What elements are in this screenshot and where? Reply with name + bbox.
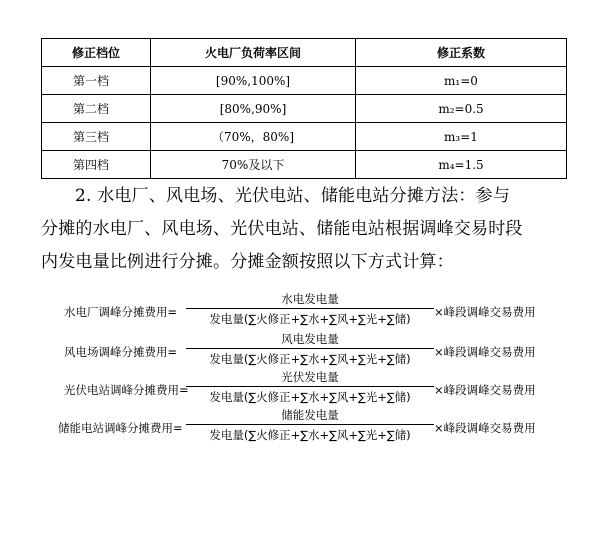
paragraph-line-text: 2. 水电厂、风电场、光伏电站、储能电站分摊方法：参与 (75, 186, 511, 206)
paragraph-line: 分摊的水电厂、风电场、光伏电站、储能电站根据调峰交易时段 (41, 219, 523, 239)
formula-wind (0, 332, 594, 372)
header-load-range: 火电厂负荷率区间 (151, 39, 356, 67)
formula-numerator: 储能发电量 (281, 408, 339, 422)
formula-denominator: 发电量(∑火修正+∑水+∑风+∑光+∑储) (209, 390, 411, 404)
formula-numerator: 光伏发电量 (281, 370, 339, 384)
table-row (42, 67, 567, 95)
fraction-bar (186, 386, 434, 387)
formula-fraction (186, 292, 434, 327)
coefficient-cell: m₃=1 (356, 123, 567, 151)
level-cell: 第二档 (42, 95, 151, 123)
formula-fraction (186, 332, 434, 367)
table-row (42, 95, 567, 123)
coefficient-cell: m₁=0 (356, 67, 567, 95)
formula-numerator: 水电发电量 (281, 292, 339, 306)
formula-rhs: ×峰段调峰交易费用 (434, 421, 536, 435)
range-cell: 70%及以下 (151, 151, 356, 179)
formula-rhs: ×峰段调峰交易费用 (434, 345, 536, 359)
level-cell: 第三档 (42, 123, 151, 151)
formula-lhs: 水电厂调峰分摊费用= (64, 305, 178, 319)
paragraph-line (41, 180, 571, 213)
correction-coefficient-table (41, 38, 567, 179)
range-cell: （70%，80%] (151, 123, 356, 151)
range-cell: [80%,90%] (151, 95, 356, 123)
fraction-bar (186, 424, 434, 425)
formula-rhs: ×峰段调峰交易费用 (434, 305, 536, 319)
formula-solar (0, 370, 594, 410)
table-row (42, 123, 567, 151)
level-cell: 第一档 (42, 67, 151, 95)
allocation-method-paragraph (41, 180, 571, 279)
formula-storage (0, 408, 594, 448)
range-cell: [90%,100%] (151, 67, 356, 95)
header-level: 修正档位 (42, 39, 151, 67)
formula-denominator: 发电量(∑火修正+∑水+∑风+∑光+∑储) (209, 428, 411, 442)
formula-lhs: 光伏电站调峰分摊费用= (64, 383, 189, 397)
formula-rhs: ×峰段调峰交易费用 (434, 383, 536, 397)
formula-denominator: 发电量(∑火修正+∑水+∑风+∑光+∑储) (209, 312, 411, 326)
formula-denominator: 发电量(∑火修正+∑水+∑风+∑光+∑储) (209, 352, 411, 366)
formula-fraction (186, 370, 434, 405)
level-cell: 第四档 (42, 151, 151, 179)
coefficient-cell: m₄=1.5 (356, 151, 567, 179)
fraction-bar (186, 308, 434, 309)
formula-hydro (0, 292, 594, 332)
formula-numerator: 风电发电量 (281, 332, 339, 346)
header-coefficient: 修正系数 (356, 39, 567, 67)
formula-lhs: 储能电站调峰分摊费用= (58, 421, 183, 435)
fraction-bar (186, 348, 434, 349)
coefficient-cell: m₂=0.5 (356, 95, 567, 123)
table-row (42, 151, 567, 179)
paragraph-line: 内发电量比例进行分摊。分摊金额按照以下方式计算： (41, 252, 454, 272)
table-header-row (42, 39, 567, 67)
formula-fraction (186, 408, 434, 443)
formula-lhs: 风电场调峰分摊费用= (64, 345, 178, 359)
